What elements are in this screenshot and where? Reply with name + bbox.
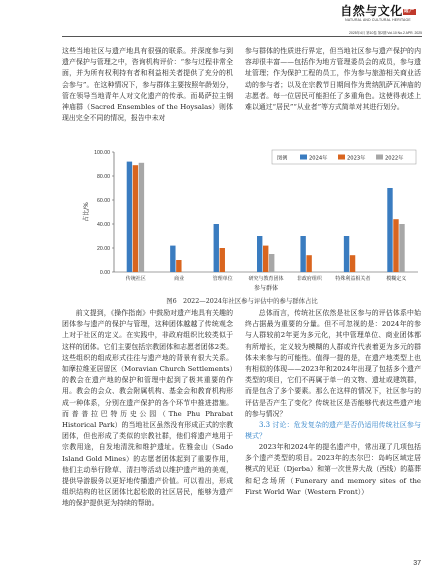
x-tick-label: 管理单位 — [212, 276, 233, 282]
y-axis-label: 占比/% — [83, 202, 90, 222]
body-column-top-left — [62, 46, 233, 124]
paragraph: 参与群体的性质进行界定，但当地社区参与遗产保护的内容却很丰富——包括作为地方管理委员会的成员，参与遗址管理；作为保护工程的员工，作为参与旅游相关商业活动的参与者；以及在宗教节日期间作为贵纳凯萨瓦神庙的志愿者。每一位居民可能担任了多重角色。这使得表述上难以通过“居民”“从业者”等方式简单对其进行划分。 — [245, 47, 421, 112]
bar-chart — [62, 146, 422, 296]
legend-label: 2023年 — [347, 155, 366, 162]
paragraph: 总体而言，传统社区依然是社区参与的评估体系中始终占据最为重要的分量。但不可忽视的是：2024年的参与人群较前2年更为多元化，其中管理单位、商业团体都有所增长，定义较为模糊的人群或许代表着更为多元的群体未来参与的可能性。值得一提的是，在遗产地类型上也有相似的体现——2023年和2024年出现了包括多个遗产类型的项目，它们不再属于单一的文物、遗址或建筑群，而是包含了多个要素。那么在这样的情况下，社区参与的评估是否产生了变化？传统社区是否能够代表这些遗产地的参与情况？ — [245, 309, 421, 418]
journal-logo — [336, 5, 420, 31]
bar-2023年 — [220, 248, 225, 272]
bar-2023年 — [133, 165, 138, 272]
x-tick-label: 商业 — [174, 276, 185, 282]
x-tick-label: 模糊定义 — [386, 276, 407, 282]
y-tick-label: 100.00 — [94, 150, 110, 156]
y-tick-label: 40.00 — [97, 222, 110, 228]
bar-2024年 — [387, 188, 392, 272]
x-axis-label: 参与群体 — [253, 285, 279, 292]
journal-header — [0, 0, 427, 36]
bar-2024年 — [300, 236, 305, 272]
bar-2022年 — [399, 224, 404, 272]
page-number: 37 — [413, 560, 421, 567]
body-column-top-right — [245, 46, 421, 113]
bar-2024年 — [170, 246, 175, 272]
bar-2023年 — [176, 260, 181, 272]
legend-swatch — [300, 155, 307, 160]
bar-2024年 — [257, 236, 262, 272]
bar-2024年 — [127, 162, 132, 272]
legend-swatch — [338, 155, 345, 160]
x-tick-label: 传统社区 — [125, 276, 146, 282]
x-tick-label: 研究与教育团体 — [248, 276, 284, 282]
paragraph: 这些当地社区与遗产地具有很强的联系。并深度参与到遗产保护与管理之中，咨询机构评价：“参与过程非常全面，并为所有权利持有者和利益相关者提供了充分的机会参与”。在这种情况下，参与群体主要按照年龄划分，管在领导当地青年人对文化遗产的传承。而曷萨拉主钢神庙群（Sacred Ensembles of the Hoysalas）则体现出完全不同的情况，报告中未对 — [62, 47, 233, 123]
x-tick-label: 非政府组织 — [296, 276, 322, 282]
bar-2022年 — [139, 163, 144, 272]
legend-title: 图例 — [277, 155, 288, 162]
y-tick-label: 80.00 — [97, 174, 110, 180]
bar-2023年 — [306, 255, 311, 272]
paragraph: 2023年和2024年的提名遗产中，常出现了几项包括多个遗产类型的项目。2023年的杰尔巴：岛屿区域定居模式的见证（Djerba）和第一次世界大战（西线）的墓葬和纪念场所（Funerary and memory sites of the First World War（Western Front）） — [245, 443, 421, 496]
legend-label: 2022年 — [385, 155, 404, 162]
y-tick-label: 60.00 — [97, 198, 110, 204]
figure-caption: 图6 2022—2024年社区参与评估中的参与群体占比 — [166, 297, 318, 305]
journal-badge: 遗产 — [403, 9, 415, 15]
issue-line: 2025年4月 第10卷 第2期 Vol.10 No.2 APR. 2025 — [349, 31, 422, 35]
bar-2024年 — [214, 224, 219, 272]
journal-title: 自然与文化 — [340, 4, 403, 18]
paragraph: 前文提到，《操作指南》中鼓励对遗产地具有关趣的团体参与遗产的保护与管理，这种团体越越了传统观念上对于社区的定义。在实践中，非政府组织比较类似于这样的团体。它们主要包括宗教团体和志愿者团体2类。这些组织的组成形式往往与遗产地的背景有很大关系。如摩拉维亚居留区（Moravian Church Settlements）的教会在遗产地的保护和管理中起到了极其重要的作用。教会的会众、教会附属机构、基金会和教育机构形成一种体系，分别在遗产保护的各个环节中推进措施。而普普拉巴特历史公园（The Phu Phrabat Historical Park）的当地社区虽然没有形成正式的宗教团体，但也形成了类似的宗教社群，他们将遗产地用于宗教用途，自发地清洗和维护遗址。佐雅金山（Sado Island Gold Mines）的志愿者团体起到了重要作用，他们主动举行除草、清扫等活动以维护遗产地的美观，提供导游服务以更好地传播遗产价值。可以看出，形成组织结构的社区团体比起松散的社区居民，能够为遗产地的保护提供更为持续的帮助。 — [62, 309, 233, 508]
figure-6-chart — [62, 146, 422, 296]
journal-english-title: NATURAL AND CULTURAL HERITAGE — [345, 18, 411, 22]
legend-swatch — [376, 155, 383, 160]
bar-2022年 — [269, 254, 274, 272]
body-column-bottom-right — [245, 308, 421, 498]
body-column-bottom-left — [62, 308, 233, 510]
header-rule — [62, 36, 422, 37]
section-heading: 3.3 讨论：危发复杂的遗产是否仍适用传统社区参与模式？ — [245, 421, 421, 441]
y-tick-label: 0.00 — [99, 270, 110, 276]
bar-2024年 — [344, 236, 349, 272]
bar-2023年 — [263, 246, 268, 272]
legend-label: 2024年 — [309, 155, 328, 162]
bar-2023年 — [393, 219, 398, 272]
bar-2023年 — [350, 255, 355, 272]
y-tick-label: 20.00 — [97, 246, 110, 252]
x-tick-label: 特殊利益相关者 — [335, 276, 371, 282]
